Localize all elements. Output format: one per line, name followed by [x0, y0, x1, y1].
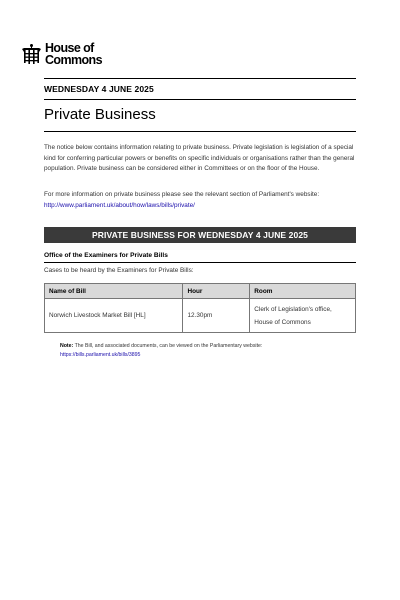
- cases-intro: Cases to be heard by the Examiners for Private Bills:: [44, 267, 194, 274]
- logo-line-1: House of: [45, 41, 94, 55]
- hour-cell: 12.30pm: [183, 299, 250, 333]
- section-heading: Office of the Examiners for Private Bills: [44, 252, 168, 259]
- house-of-commons-logo: [22, 43, 102, 66]
- date-line: WEDNESDAY 4 JUNE 2025: [44, 84, 154, 94]
- bills-table: [44, 283, 356, 333]
- section-rule: [44, 262, 356, 263]
- note-paragraph: [60, 342, 350, 359]
- column-header-bill: Name of Bill: [45, 284, 183, 299]
- page-title: Private Business: [44, 106, 156, 123]
- more-info-text: For more information on private business please see the relevant section of Parliament's website:: [44, 191, 320, 198]
- more-info-paragraph: [44, 190, 358, 211]
- room-line-1: Clerk of Legislation's office,: [254, 305, 332, 313]
- parliament-private-bills-link[interactable]: http://www.parliament.uk/about/how/laws/bills/private/: [44, 201, 195, 209]
- room-line-2: House of Commons: [254, 318, 311, 326]
- table-row: [45, 299, 356, 333]
- table-header-row: [45, 284, 356, 299]
- note-text: The Bill, and associated documents, can be viewed on the Parliamentary website:: [73, 343, 263, 349]
- title-rule: [44, 131, 356, 132]
- bill-documents-link[interactable]: https://bills.parliament.uk/bills/3895: [60, 351, 141, 358]
- portcullis-icon: [22, 44, 41, 66]
- intro-paragraph: The notice below contains information relating to private business. Private legislation is legislation of a special kind for conferring particular powers or benefits on specific individuals or organisations rather than the general population. Private business can be considered either in Committees or on the floor of the House.: [44, 144, 355, 172]
- column-header-hour: Hour: [183, 284, 250, 299]
- private-business-banner: PRIVATE BUSINESS FOR WEDNESDAY 4 JUNE 2025: [44, 227, 356, 243]
- logo-line-2: Commons: [45, 52, 102, 67]
- bill-name-cell: Norwich Livestock Market Bill [HL]: [45, 299, 183, 333]
- column-header-room: Room: [250, 284, 356, 299]
- top-rule: [44, 78, 356, 79]
- room-cell: [250, 299, 356, 333]
- date-rule: [44, 99, 356, 100]
- note-label: Note:: [60, 343, 74, 349]
